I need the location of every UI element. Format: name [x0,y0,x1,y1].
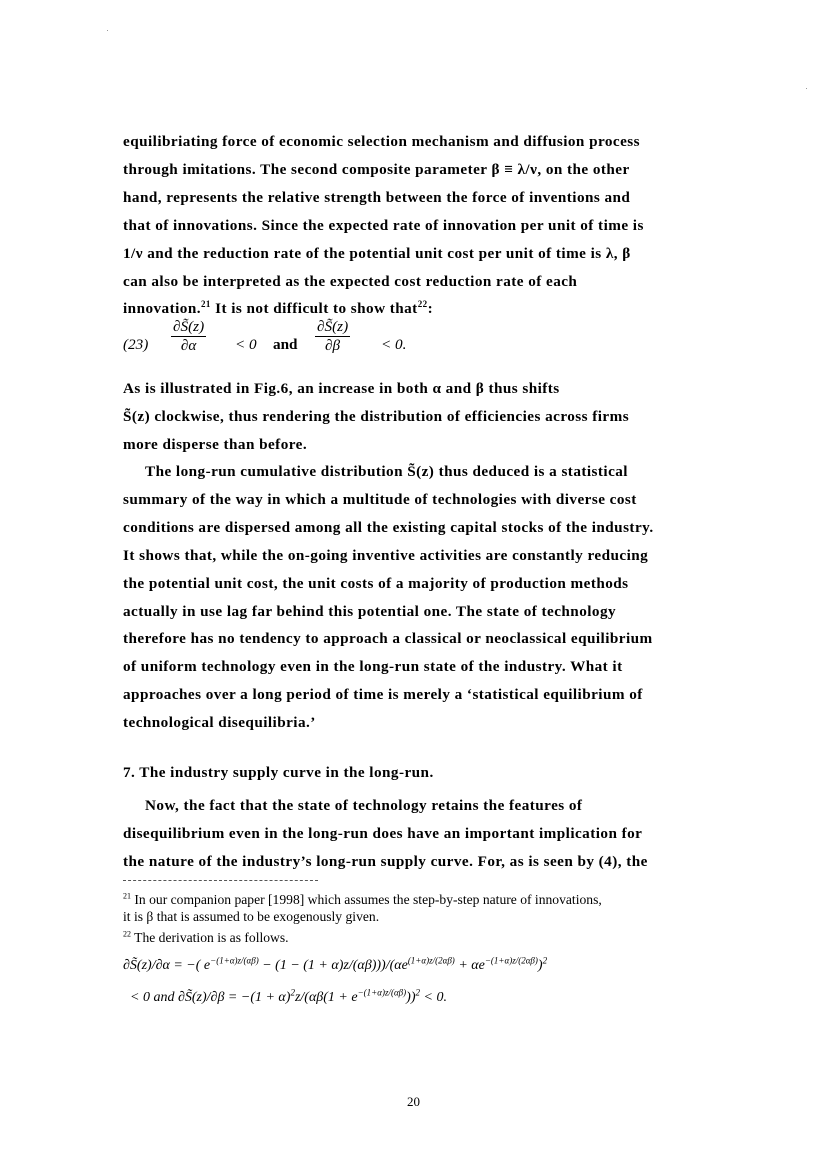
math-exponent: 2 [290,987,295,998]
scan-speck [806,88,807,89]
text-fragment: : [427,300,434,318]
footnote-text: In our companion paper [1998] which assumes the step-by-step nature of innovations, [131,892,602,907]
text-line: equilibriating force of economic selection mechanism and diffusion process [123,133,641,150]
text-line: approaches over a long period of time is merely a ‘statistical equilibrium of [123,686,643,704]
math-fragment: ) [537,958,543,973]
text-line: hand, represents the relative strength between the force of inventions and [123,188,631,206]
footnote-22 [123,929,783,946]
scan-speck [107,30,108,31]
inequality: < 0. [381,336,407,353]
math-fragment: z/(αβ(1 + e [294,990,358,1005]
text-line: conditions are dispersed among all the existing capital stocks of the industry. [123,518,654,536]
equation-number: (23) [123,336,149,353]
text-line: can also be interpreted as the expected cost reduction rate of each [123,272,578,290]
footnote-ref: 21 [200,299,211,310]
text-line: S̃(z) clockwise, thus rendering the distribution of efficiencies across firms [123,407,630,425]
footnote-mark: 22 [123,929,131,939]
paragraph-block-3 [123,458,763,737]
text-line: the potential unit cost, the unit costs of a majority of production methods [123,574,629,592]
footnote-rule [123,880,318,881]
math-exponent: −(1+α)z/(2αβ) [484,955,538,966]
text-line: 1/ν and the reduction rate of the potential unit cost per unit of time is λ, β [123,244,631,262]
section-heading: 7. The industry supply curve in the long-run. [123,764,434,781]
math-fragment: )) [406,990,416,1005]
derivation-line-2 [130,987,810,1006]
fraction-numerator: ∂S̃(z) [317,318,349,335]
text-line: disequilibrium even in the long-run does have an important implication for [123,824,643,842]
page-number: 20 [407,1094,420,1109]
fraction-numerator: ∂S̃(z) [173,318,205,335]
footnote-21 [123,891,783,925]
paragraph-block-1 [123,128,763,323]
fraction-alpha [171,318,206,355]
math-exponent: (1+α)z/(2αβ) [407,955,455,966]
text-line: the nature of the industry’s long-run supply curve. For, as is seen by (4), the [123,852,648,870]
paragraph-block-2 [123,375,763,459]
text-line: therefore has no tendency to approach a classical or neoclassical equilibrium [123,630,653,648]
conjunction: and [273,336,298,353]
text-line: technological disequilibria.’ [123,714,316,732]
footnote-mark: 21 [123,891,131,901]
fraction-denominator: ∂β [325,337,341,354]
equation-23 [123,318,543,378]
text-line: As is illustrated in Fig.6, an increase in both α and β thus shifts [123,380,560,397]
fraction-denominator: ∂α [180,337,197,354]
math-fragment: ∂S̃(z)/∂α = −( e [123,958,211,973]
math-fragment: < 0 and ∂S̃(z)/∂β = −(1 + α) [130,990,291,1005]
math-exponent: 2 [542,955,548,966]
text-line: more disperse than before. [123,435,308,453]
footnote-line [123,891,783,908]
math-exponent: 2 [415,987,420,998]
text-line: through imitations. The second composite parameter β ≡ λ/ν, on the other [123,160,630,178]
text-line: It shows that, while the on-going inventive activities are constantly reducing [123,546,649,564]
math-fragment: − (1 − (1 + α)z/(αβ)))/(αe [258,958,408,973]
math-exponent: −(1+α)z/(αβ) [357,987,407,998]
text-line: The long-run cumulative distribution S̃(z) thus deduced is a statistical [145,463,628,480]
text-fragment: It is not difficult to show that [210,300,418,318]
footnote-line: it is β that is assumed to be exogenously given. [123,909,380,924]
derivation-line-1 [123,955,803,974]
footnote-ref: 22 [417,299,428,310]
math-exponent: −(1+α)z/(αβ) [210,955,259,966]
footnote-text: The derivation is as follows. [131,930,289,945]
paragraph-block-4 [123,792,763,876]
math-fragment: < 0. [420,990,447,1005]
text-line: that of innovations. Since the expected rate of innovation per unit of time is [123,216,644,234]
inequality: < 0 [235,336,257,353]
fraction-beta [315,318,350,355]
text-line: Now, the fact that the state of technology retains the features of [145,797,583,814]
text-line: of uniform technology even in the long-run state of the industry. What it [123,658,623,676]
footnote-line [123,929,783,946]
text-line: summary of the way in which a multitude of technologies with diverse cost [123,490,637,508]
text-line: actually in use lag far behind this potential one. The state of technology [123,602,617,620]
text-fragment: innovation. [123,300,201,318]
math-fragment: + αe [454,958,485,973]
